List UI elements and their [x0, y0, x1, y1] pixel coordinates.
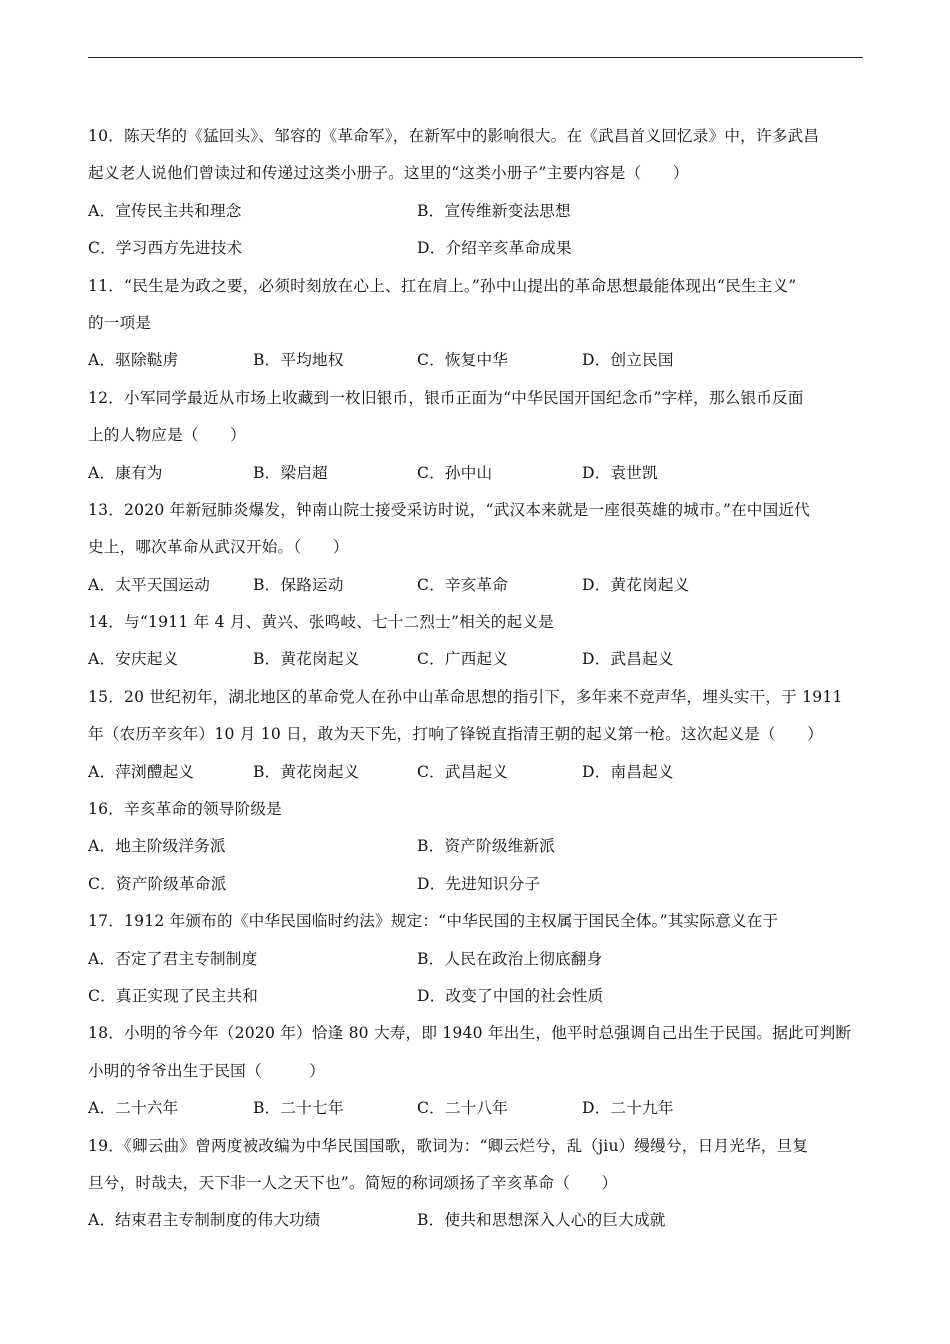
option-D: D．创立民国 — [582, 351, 674, 370]
option-A: A．二十六年 — [88, 1099, 179, 1118]
option-B: B．人民在政治上彻底翻身 — [417, 949, 603, 968]
option-A: A．否定了君主专制制度 — [88, 949, 258, 968]
question-19 — [88, 1128, 863, 1240]
option-B: B．使共和思想深入人心的巨大成就 — [417, 1211, 666, 1230]
option-C: C．二十八年 — [417, 1099, 509, 1118]
question-10 — [88, 118, 863, 268]
option-C: C．恢复中华 — [417, 351, 509, 370]
option-D: D．黄花岗起义 — [582, 575, 690, 594]
options-row — [88, 941, 863, 978]
options-row — [88, 1090, 863, 1127]
options-row — [88, 866, 863, 903]
options-row — [88, 193, 863, 230]
question-stem-line: 史上，哪次革命从武汉开始。（ ） — [88, 538, 349, 557]
question-12 — [88, 380, 863, 492]
option-B: B．宣传维新变法思想 — [417, 201, 571, 220]
question-stem-line: 上的人物应是（ ） — [88, 426, 246, 445]
question-stem-line: 11．“民生是为政之要，必须时刻放在心上、扛在肩上。”孙中山提出的革命思想最能体现出“民生主义” — [88, 276, 797, 295]
question-stem-line: 10．陈天华的《猛回头》、邹容的《革命军》，在新军中的影响很大。在《武昌首义回忆录》中，许多武昌 — [88, 127, 820, 145]
option-B: B．黄花岗起义 — [253, 762, 360, 781]
question-13 — [88, 492, 863, 604]
option-C: C．真正实现了民主共和 — [88, 986, 259, 1005]
options-row — [88, 567, 863, 604]
question-list — [88, 118, 863, 1240]
option-B: B．保路运动 — [253, 575, 344, 594]
option-A: A．安庆起义 — [88, 650, 179, 669]
option-C: C．武昌起义 — [417, 762, 509, 781]
option-C: C．学习西方先进技术 — [88, 239, 243, 258]
options-row — [88, 828, 863, 865]
option-D: D．南昌起义 — [582, 762, 674, 781]
question-14 — [88, 604, 863, 679]
question-stem-line: 的一项是 — [88, 313, 152, 332]
option-A: A．萍浏醴起义 — [88, 762, 195, 781]
option-B: B．资产阶级维新派 — [417, 837, 556, 856]
question-stem-line: 年（农历辛亥年）10 月 10 日，敢为天下先，打响了锋锐直指清王朝的起义第一枪。这次起义是（ ） — [88, 725, 824, 744]
options-row — [88, 1202, 863, 1239]
option-D: D．袁世凯 — [582, 463, 658, 482]
question-stem-line: 14．与“1911 年 4 月、黄兴、张鸣岐、七十二烈士”相关的起义是 — [88, 613, 554, 632]
option-D: D．武昌起义 — [582, 650, 674, 669]
option-C: C．广西起义 — [417, 650, 509, 669]
question-stem-line: 15．20 世纪初年，湖北地区的革命党人在孙中山革命思想的指引下，多年来不竞声华，埋头实干，于 1911 — [88, 687, 843, 706]
header-rule — [88, 57, 863, 58]
option-A: A．宣传民主共和理念 — [88, 201, 242, 220]
option-D: D．先进知识分子 — [417, 874, 541, 893]
option-C: C．辛亥革命 — [417, 575, 509, 594]
question-stem-line: 起义老人说他们曾读过和传递过这类小册子。这里的“这类小册子”主要内容是（ ） — [88, 164, 689, 183]
question-stem-line: 16．辛亥革命的领导阶级是 — [88, 800, 282, 819]
option-C: C．孙中山 — [417, 463, 493, 482]
question-17 — [88, 903, 863, 1015]
option-D: D．介绍辛亥革命成果 — [417, 239, 572, 258]
question-stem-line: 12．小军同学最近从市场上收藏到一枚旧银币，银币正面为“中华民国开国纪念币”字样，那么银币反面 — [88, 388, 804, 407]
question-stem-line: 13．2020 年新冠肺炎爆发，钟南山院士接受采访时说，“武汉本来就是一座很英雄的城市。”在中国近代 — [88, 500, 810, 519]
options-row — [88, 978, 863, 1015]
option-A: A．太平天国运动 — [88, 575, 211, 594]
option-B: B．平均地权 — [253, 351, 344, 370]
option-C: C．资产阶级革命派 — [88, 874, 227, 893]
option-B: B．黄花岗起义 — [253, 650, 360, 669]
options-row — [88, 230, 863, 267]
question-stem-line: 旦兮，时哉夫，天下非一人之天下也”。简短的称词颂扬了辛亥革命（ ） — [88, 1173, 618, 1192]
option-B: B．梁启超 — [253, 463, 328, 482]
question-stem-line: 17．1912 年颁布的《中华民国临时约法》规定：“中华民国的主权属于国民全体。”其实际意义在于 — [88, 912, 779, 931]
options-row — [88, 754, 863, 791]
option-A: A．地主阶级洋务派 — [88, 837, 226, 856]
option-D: D．二十九年 — [582, 1099, 674, 1118]
option-A: A．驱除鞑虏 — [88, 351, 179, 370]
option-D: D．改变了中国的社会性质 — [417, 986, 604, 1005]
options-row — [88, 641, 863, 678]
question-11 — [88, 268, 863, 380]
option-A: A．康有为 — [88, 463, 163, 482]
question-18 — [88, 1015, 863, 1127]
question-stem-line: 18．小明的爷今年（2020 年）恰逢 80 大寿，即 1940 年出生，他平时总强调自己出生于民国。据此可判断 — [88, 1024, 852, 1043]
question-stem-line: 19．《卿云曲》曾两度被改编为中华民国国歌，歌词为：“卿云烂兮，乱（jiu）缦缦兮，日月光华，旦复 — [88, 1136, 809, 1155]
question-15 — [88, 679, 863, 791]
option-B: B．二十七年 — [253, 1099, 344, 1118]
options-row — [88, 455, 863, 492]
option-A: A．结束君主专制制度的伟大功绩 — [88, 1211, 321, 1230]
question-16 — [88, 791, 863, 903]
question-stem-line: 小明的爷爷出生于民国（ ） — [88, 1061, 325, 1080]
options-row — [88, 342, 863, 379]
